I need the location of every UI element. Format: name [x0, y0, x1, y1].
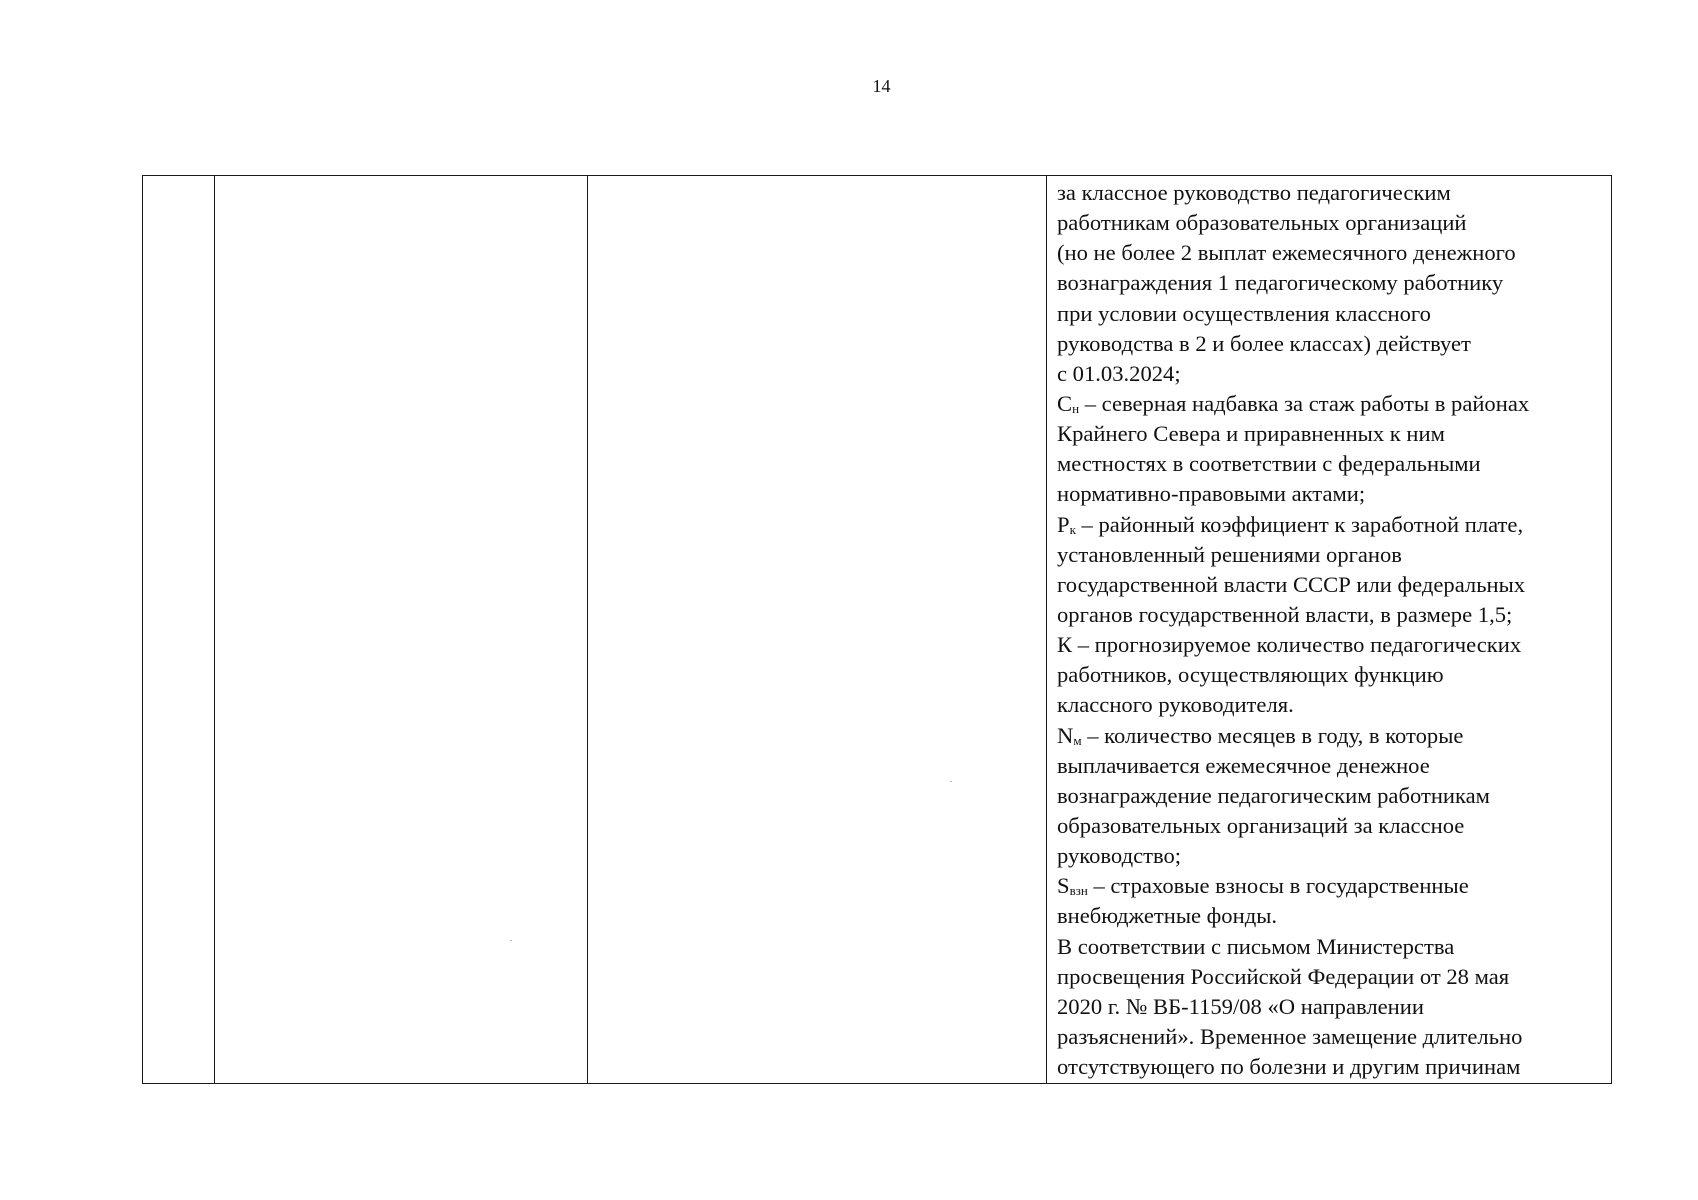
column-divider-1: [214, 176, 215, 1083]
cell-line: Крайнего Севера и приравненных к ним: [1057, 421, 1445, 447]
cell-line: работникам образовательных организаций: [1057, 210, 1467, 236]
variable-subscript: к: [1069, 521, 1076, 537]
column-divider-2: [587, 176, 588, 1083]
variable-definition: – количество месяцев в году, в которые: [1081, 722, 1464, 748]
variable-definition: – северная надбавка за стаж работы в районах: [1079, 390, 1530, 416]
table-cell-description: [1057, 178, 1607, 1082]
scan-artifact: [510, 940, 512, 941]
cell-line: при условии осуществления классного: [1057, 300, 1431, 326]
cell-line: руководства в 2 и более классах) действует: [1057, 330, 1471, 356]
variable-symbol: S: [1057, 873, 1070, 899]
cell-line: местностях в соответствии с федеральными: [1057, 451, 1481, 477]
cell-line: классного руководителя.: [1057, 692, 1294, 718]
cell-line: 2020 г. № ВБ-1159/08 «О направлении: [1057, 993, 1424, 1019]
variable-definition: – районный коэффициент к заработной плате,: [1075, 511, 1524, 537]
cell-line: образовательных организаций за классное: [1057, 812, 1465, 838]
document-table: [142, 175, 1612, 1084]
cell-line: вознаграждение педагогическим работникам: [1057, 782, 1490, 808]
cell-line: отсутствующего по болезни и другим причинам: [1057, 1054, 1521, 1080]
cell-line: работников, осуществляющих функцию: [1057, 662, 1444, 688]
variable-subscript: взн: [1069, 883, 1088, 899]
cell-line: с 01.03.2024;: [1057, 360, 1181, 386]
cell-line: органов государственной власти, в размере 1,5;: [1057, 601, 1513, 627]
variable-symbol: N: [1057, 722, 1074, 748]
cell-line: за классное руководство педагогическим: [1057, 180, 1451, 205]
variable-symbol: Р: [1057, 511, 1070, 537]
cell-line: В соответствии с письмом Министерства: [1057, 933, 1455, 959]
cell-line: просвещения Российской Федерации от 28 мая: [1057, 963, 1510, 989]
column-divider-3: [1046, 176, 1047, 1083]
scan-artifact: [950, 781, 952, 782]
cell-line: внебюджетные фонды.: [1057, 903, 1278, 929]
cell-line: нормативно-правовыми актами;: [1057, 481, 1366, 507]
variable-subscript: м: [1073, 732, 1082, 748]
cell-line: государственной власти СССР или федеральных: [1057, 571, 1526, 597]
variable-definition: – страховые взносы в государственные: [1087, 873, 1469, 899]
cell-line: выплачивается ежемесячное денежное: [1057, 752, 1430, 778]
cell-line: разъяснений». Временное замещение длительно: [1057, 1023, 1523, 1049]
cell-line: [1057, 510, 1607, 540]
cell-line: установленный решениями органов: [1057, 541, 1402, 567]
variable-subscript: н: [1072, 400, 1080, 416]
cell-line: вознаграждения 1 педагогическому работнику: [1057, 270, 1504, 296]
cell-line: руководство;: [1057, 843, 1182, 869]
cell-line: К – прогнозируемое количество педагогических: [1057, 632, 1522, 658]
cell-line: [1057, 871, 1607, 901]
cell-line: (но не более 2 выплат ежемесячного денежного: [1057, 240, 1516, 266]
cell-line: [1057, 721, 1607, 751]
page-number: 14: [872, 76, 891, 96]
variable-symbol: С: [1057, 390, 1073, 416]
cell-line: [1057, 389, 1607, 419]
